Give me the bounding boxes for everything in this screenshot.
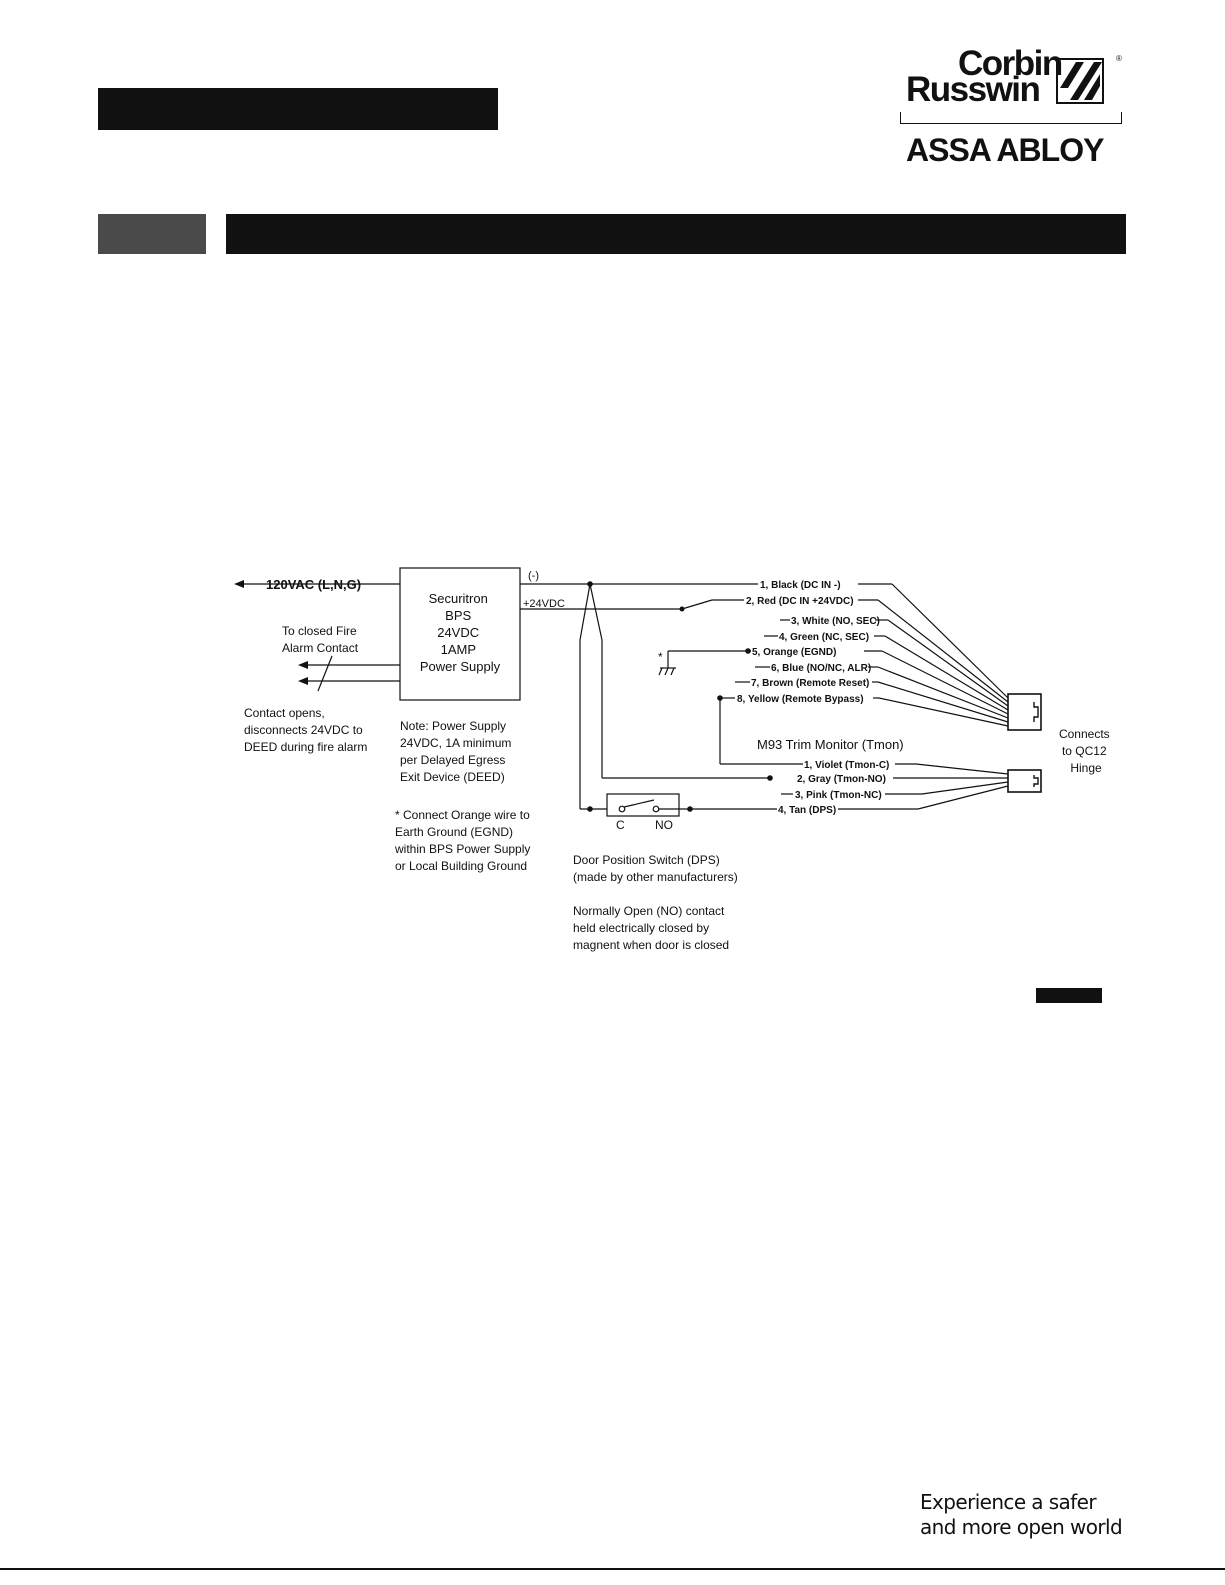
dps-note (573, 853, 738, 884)
ground-icon (659, 668, 662, 675)
arrow-left-icon (234, 580, 244, 588)
fan-wire (922, 782, 1008, 794)
logo-word-corbin: Corbin (958, 44, 1062, 83)
tagline-line: Experience a safer (920, 1490, 1096, 1514)
positive-switch-blade (682, 600, 712, 609)
junction-dot (767, 775, 773, 781)
text-line: or Local Building Ground (395, 859, 528, 873)
switch-c-label: C (616, 818, 625, 832)
fan-wire (885, 636, 1008, 710)
text-line: Alarm Contact (282, 641, 359, 655)
figure-tag (1036, 988, 1102, 1003)
psu-line: Power Supply (419, 659, 501, 674)
arrow-left-icon (298, 677, 308, 685)
switch-no-label: NO (655, 818, 673, 832)
switch-terminal (653, 806, 659, 812)
text-line: to QC12 (1061, 744, 1107, 758)
negative-branch (580, 584, 590, 640)
wire-label-white: 3, White (NO, SEC) (791, 616, 880, 627)
text-line: per Delayed Egress (400, 753, 506, 767)
main-wire-labels (737, 580, 880, 705)
wire-label-green: 4, Green (NC, SEC) (779, 632, 870, 643)
contact-opens-note (244, 706, 367, 754)
wire-label-orange: 5, Orange (EGND) (752, 647, 837, 658)
connects-label (1059, 727, 1113, 775)
ground-icon (665, 668, 668, 675)
power-supply-note (400, 719, 515, 784)
text-line: Normally Open (NO) contact (573, 904, 725, 918)
fan-wire (916, 764, 1008, 774)
text-line: Hinge (1070, 761, 1102, 775)
text-line: * Connect Orange wire to (395, 808, 530, 822)
wire-label-pink: 3, Pink (Tmon-NC) (795, 790, 882, 801)
psu-line: 24VDC (437, 625, 480, 640)
registered-mark: ® (1116, 54, 1122, 63)
wire-label-violet: 1, Violet (Tmon-C) (804, 760, 890, 771)
fan-wire (878, 600, 1008, 702)
arrow-left-icon (298, 661, 308, 669)
text-line: Note: Power Supply (400, 719, 507, 733)
main-wire-fan (878, 584, 1008, 726)
text-line: Connects (1058, 727, 1110, 741)
positive-label: +24VDC (523, 598, 565, 610)
junction-dot (745, 648, 751, 654)
logo-word-assa-abloy: ASSA ABLOY (906, 132, 1104, 168)
door-position-switch (607, 794, 679, 816)
tagline-line: and more open world (920, 1515, 1123, 1539)
logo-word-russwin: Russwin (906, 70, 1040, 109)
wire-label-yellow: 8, Yellow (Remote Bypass) (737, 694, 864, 705)
psu-line: BPS (445, 608, 472, 623)
switch-terminal (619, 806, 625, 812)
text-line: To closed Fire (282, 624, 357, 638)
tmon-title: M93 Trim Monitor (Tmon) (757, 737, 904, 752)
fire-alarm-contact-label (282, 624, 360, 655)
tagline (920, 1490, 1200, 1540)
text-line: magnent when door is closed (573, 938, 730, 952)
text-line: Door Position Switch (DPS) (573, 853, 720, 867)
text-line: disconnects 24VDC to (244, 723, 363, 737)
junction-dot (680, 607, 685, 612)
text-line: Exit Device (DEED) (400, 770, 505, 784)
wire-label-tan: 4, Tan (DPS) (778, 805, 837, 816)
junction-dot (717, 695, 723, 701)
wire-label-gray: 2, Gray (Tmon-NO) (797, 774, 886, 785)
text-line: within BPS Power Supply (395, 842, 531, 856)
junction-dot (687, 806, 693, 812)
tmon-connector (1008, 770, 1041, 792)
ground-icon (671, 668, 674, 675)
text-line: 24VDC, 1A minimum (400, 736, 512, 750)
negative-branch (590, 584, 602, 640)
negative-label: (-) (528, 570, 539, 582)
psu-line: 1AMP (440, 642, 476, 657)
junction-dot (587, 806, 593, 812)
psu-line: Securitron (428, 591, 488, 606)
ground-note (394, 808, 534, 873)
text-line: Contact opens, (244, 706, 325, 720)
fan-wire (892, 584, 1008, 698)
main-connector (1008, 694, 1041, 730)
wire-label-red: 2, Red (DC IN +24VDC) (746, 596, 854, 607)
text-line: DEED during fire alarm (244, 740, 368, 754)
wire-label-blue: 6, Blue (NO/NC, ALR) (771, 663, 872, 674)
footer-rule (0, 1568, 1225, 1570)
ground-asterisk: * (658, 650, 663, 664)
tmon-wire-labels (778, 760, 889, 816)
wire-label-black: 1, Black (DC IN -) (760, 580, 841, 591)
normally-open-note (573, 904, 729, 952)
wire-label-brown: 7, Brown (Remote Reset) (751, 678, 870, 689)
ac-input-label: 120VAC (L,N,G) (266, 577, 362, 592)
text-line: Earth Ground (EGND) (395, 825, 514, 839)
text-line: (made by other manufacturers) (573, 870, 738, 884)
fan-wire (918, 786, 1008, 809)
text-line: held electrically closed by (573, 921, 710, 935)
contact-slash (318, 656, 332, 691)
